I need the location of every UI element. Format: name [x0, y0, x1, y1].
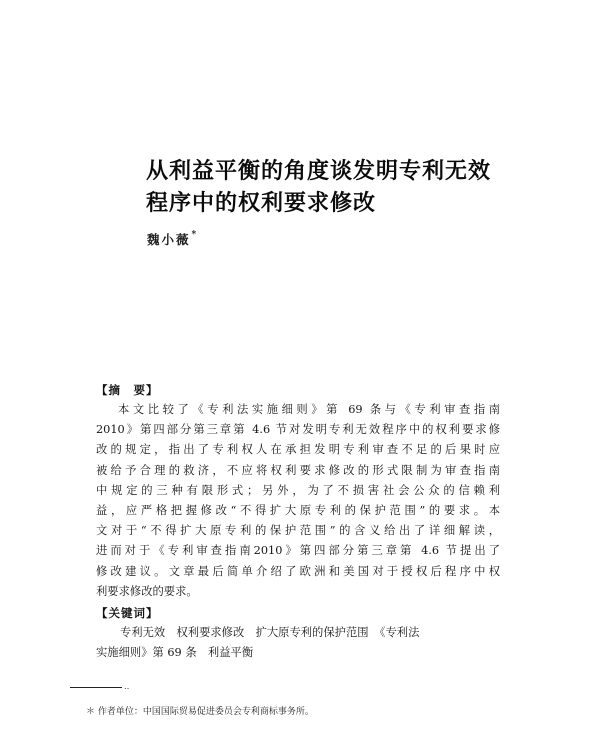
abstract-heading: 【摘 要】	[96, 383, 159, 397]
abstract-body	[96, 400, 500, 602]
keywords-heading: 【关键词】	[96, 606, 159, 620]
abstract-line: 修改建议。文章最后简单介绍了欧洲和美国对于授权后程序中权	[96, 564, 500, 578]
abstract-line: 中规定的三种有限形式；另外，为了不损害社会公众的信赖利	[96, 483, 500, 497]
abstract-line: 本文比较了《专利法实施细则》第 69 条与《专利审查指南	[118, 403, 500, 416]
abstract-line: 被给予合理的救济，不应将权利要求修改的形式限制为审查指南	[96, 463, 500, 477]
abstract-line: 利要求修改的要求。	[96, 584, 198, 598]
article-title-line-1: 从利益平衡的角度谈发明专利无效	[146, 159, 492, 184]
author-name: 魏小薇	[147, 232, 191, 247]
abstract-line: 进而对于《专利审查指南2010》第四部分第三章第 4.6 节提出了	[96, 544, 500, 558]
abstract-line: 益，应严格把握修改“不得扩大原专利的保护范围”的要求。本	[96, 504, 500, 518]
author-byline	[147, 230, 198, 248]
abstract-line: 2010》第四部分第三章第 4.6 节对发明专利无效程序中的权利要求修	[96, 423, 500, 437]
author-footnote-mark: *	[191, 230, 199, 240]
keywords-line: 专利无效 权利要求修改 扩大原专利的保护范围 《专利法	[120, 626, 420, 639]
abstract-line: 改的规定，指出了专利权人在承担发明专利审查不足的后果时应	[96, 443, 500, 457]
article-title	[146, 156, 526, 220]
article-title-line-2: 程序中的权利要求修改	[146, 191, 377, 216]
abstract-line: 文对于“不得扩大原专利的保护范围”的含义给出了详细解读，	[96, 524, 500, 538]
keywords-body	[96, 623, 500, 663]
footnote-dots: ‥	[124, 682, 132, 691]
keywords-line: 实施细则》第 69 条 利益平衡	[96, 646, 254, 659]
footnote-divider	[70, 687, 122, 688]
author-affiliation-footnote: ＊ 作者单位：中国国际贸易促进委员会专利商标事务所。	[86, 707, 314, 717]
